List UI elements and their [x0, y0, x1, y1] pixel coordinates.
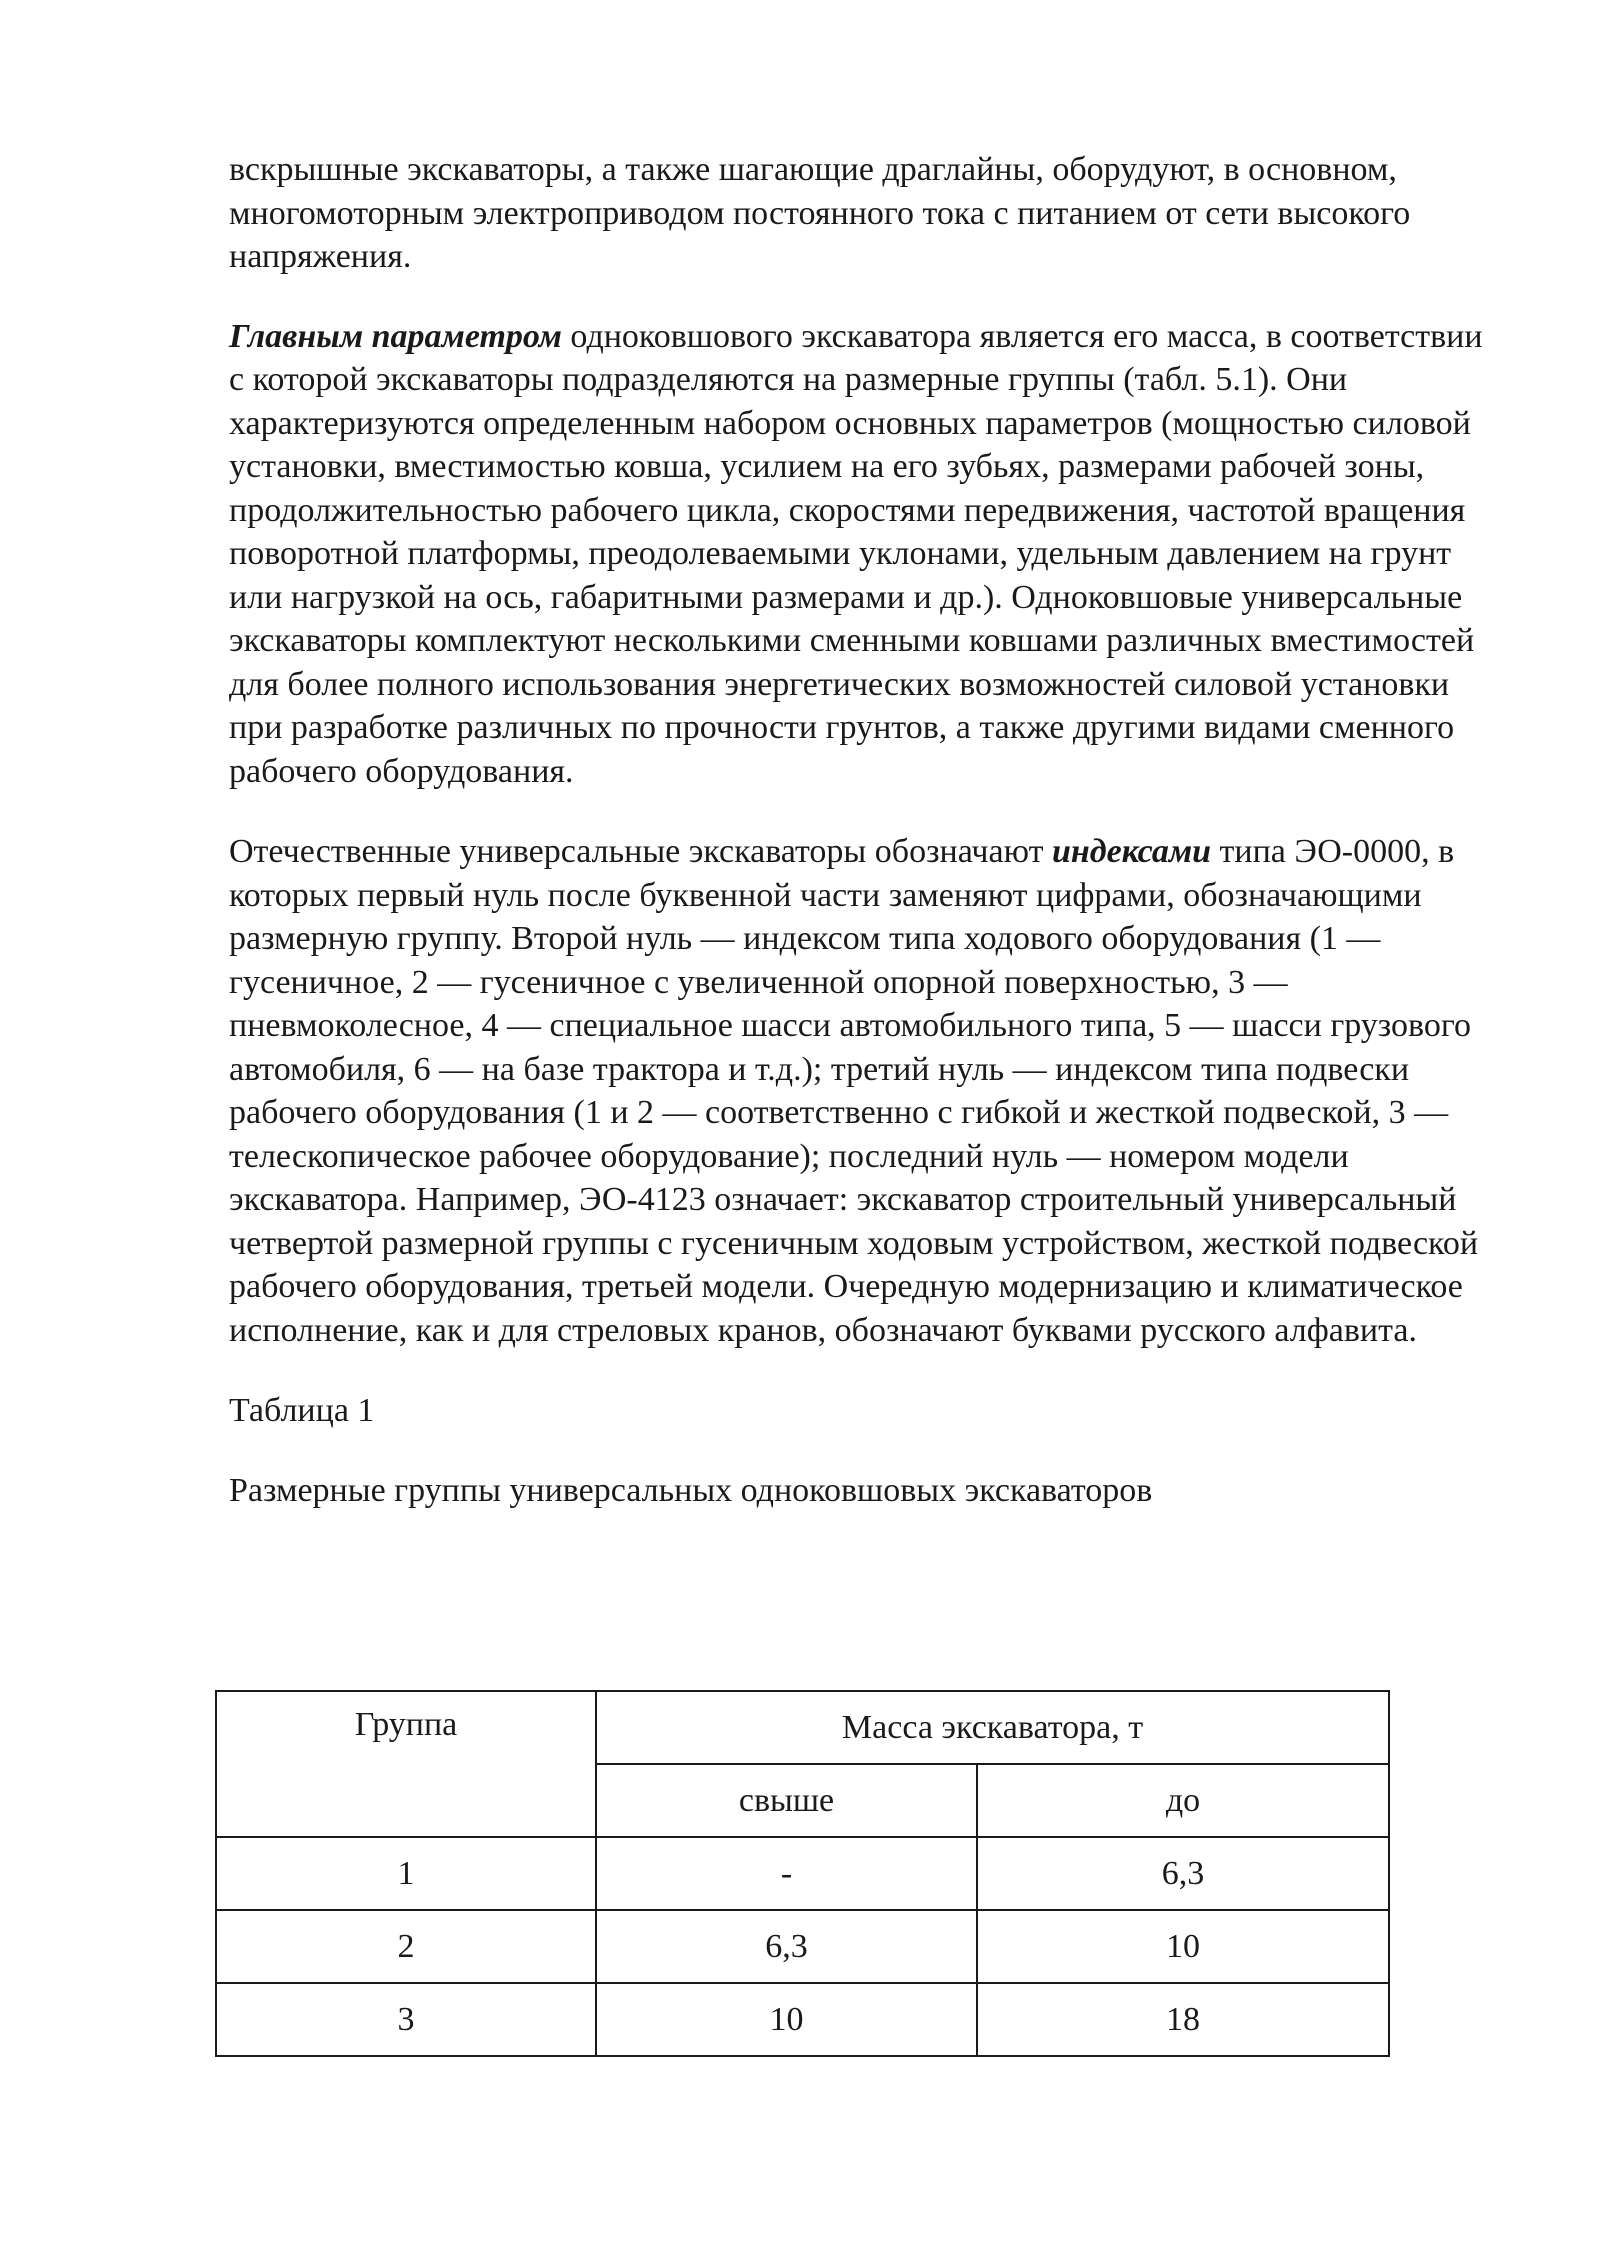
- table-row: [216, 1837, 1389, 1910]
- mass-from-cell: 6,3: [596, 1910, 977, 1983]
- paragraph-3-text: типа ЭО-0000, в которых первый нуль после буквенной части заменяют цифрами, обозначающими размерную группу. Второй нуль — индексом типа ходового оборудования (1 — гусеничное, 2 — гусеничное с увеличенной опорной поверхностью, 3 — пневмоколесное, 4 — специальное шасси автомобильного типа, 5 — шасси грузового автомобиля, 6 — на базе трактора и т.д.); третий нуль — индексом типа подвески рабочего оборудования (1 и 2 — соответственно с гибкой и жесткой подвеской, 3 — телескопическое рабочее оборудование); последний нуль — номером модели экскаватора. Например, ЭО-4123 означает: экскаватор строительный универсальный четвертой размерной группы с гусеничным ходовым устройством, жесткой подвеской рабочего оборудования, третьей модели. Очередную модернизацию и климатическое исполнение, как и для стреловых кранов, обозначают буквами русского алфавита.: [229, 833, 1479, 1349]
- group-cell: 1: [216, 1837, 596, 1910]
- main-parameter-emphasis: Главным параметром: [229, 317, 562, 355]
- paragraph-2-text: одноковшового экскаватора является его масса, в соответствии с которой экскаваторы подразделяются на размерные группы (табл. 5.1). Они характеризуются определенным набором основных параметров (мощностью силовой установки, вместимостью ковша, усилием на его зубьях, размерами рабочей зоны, продолжительностью рабочего цикла, скоростями передвижения, частотой вращения поворотной платформы, преодолеваемыми уклонами, удельным давлением на грунт или нагрузкой на ось, габаритными размерами и др.). Одноковшовые универсальные экскаваторы комплектуют несколькими сменными ковшами различных вместимостей для более полного использования энергетических возможностей силовой установки при разработке различных по прочности грунтов, а также другими видами сменного рабочего оборудования.: [229, 317, 1483, 790]
- header-to-cell: до: [977, 1764, 1389, 1837]
- paragraph-3-start: Отечественные универсальные экскаваторы обозначают: [229, 833, 1052, 870]
- table-header-row: [216, 1691, 1389, 1764]
- paragraph-1: вскрышные экскаваторы, а также шагающие драглайны, оборудуют, в основном, многомоторным электроприводом постоянного тока с питанием от сети высокого напряжения.: [229, 151, 1411, 275]
- table-title: Размерные группы универсальных одноковшовых экскаваторов: [229, 1471, 1153, 1509]
- size-groups-table: [215, 1690, 1390, 2057]
- header-group-cell: Группа: [216, 1691, 596, 1837]
- table-row: [216, 1983, 1389, 2056]
- group-cell: 2: [216, 1910, 596, 1983]
- mass-from-cell: 10: [596, 1983, 977, 2056]
- header-from-cell: свыше: [596, 1764, 977, 1837]
- group-cell: 3: [216, 1983, 596, 2056]
- mass-to-cell: 6,3: [977, 1837, 1389, 1910]
- paragraph-3: [229, 830, 1499, 1352]
- mass-to-cell: 18: [977, 1983, 1389, 2056]
- table-row: [216, 1910, 1389, 1983]
- indexes-emphasis: индексами: [1051, 833, 1212, 870]
- paragraph-2: [229, 315, 1499, 794]
- table-label: Таблица 1: [229, 1392, 375, 1429]
- header-mass-cell: Масса экскаватора, т: [596, 1691, 1389, 1764]
- mass-from-cell: -: [596, 1837, 977, 1910]
- document-page: [229, 148, 1499, 1546]
- mass-to-cell: 10: [977, 1910, 1389, 1983]
